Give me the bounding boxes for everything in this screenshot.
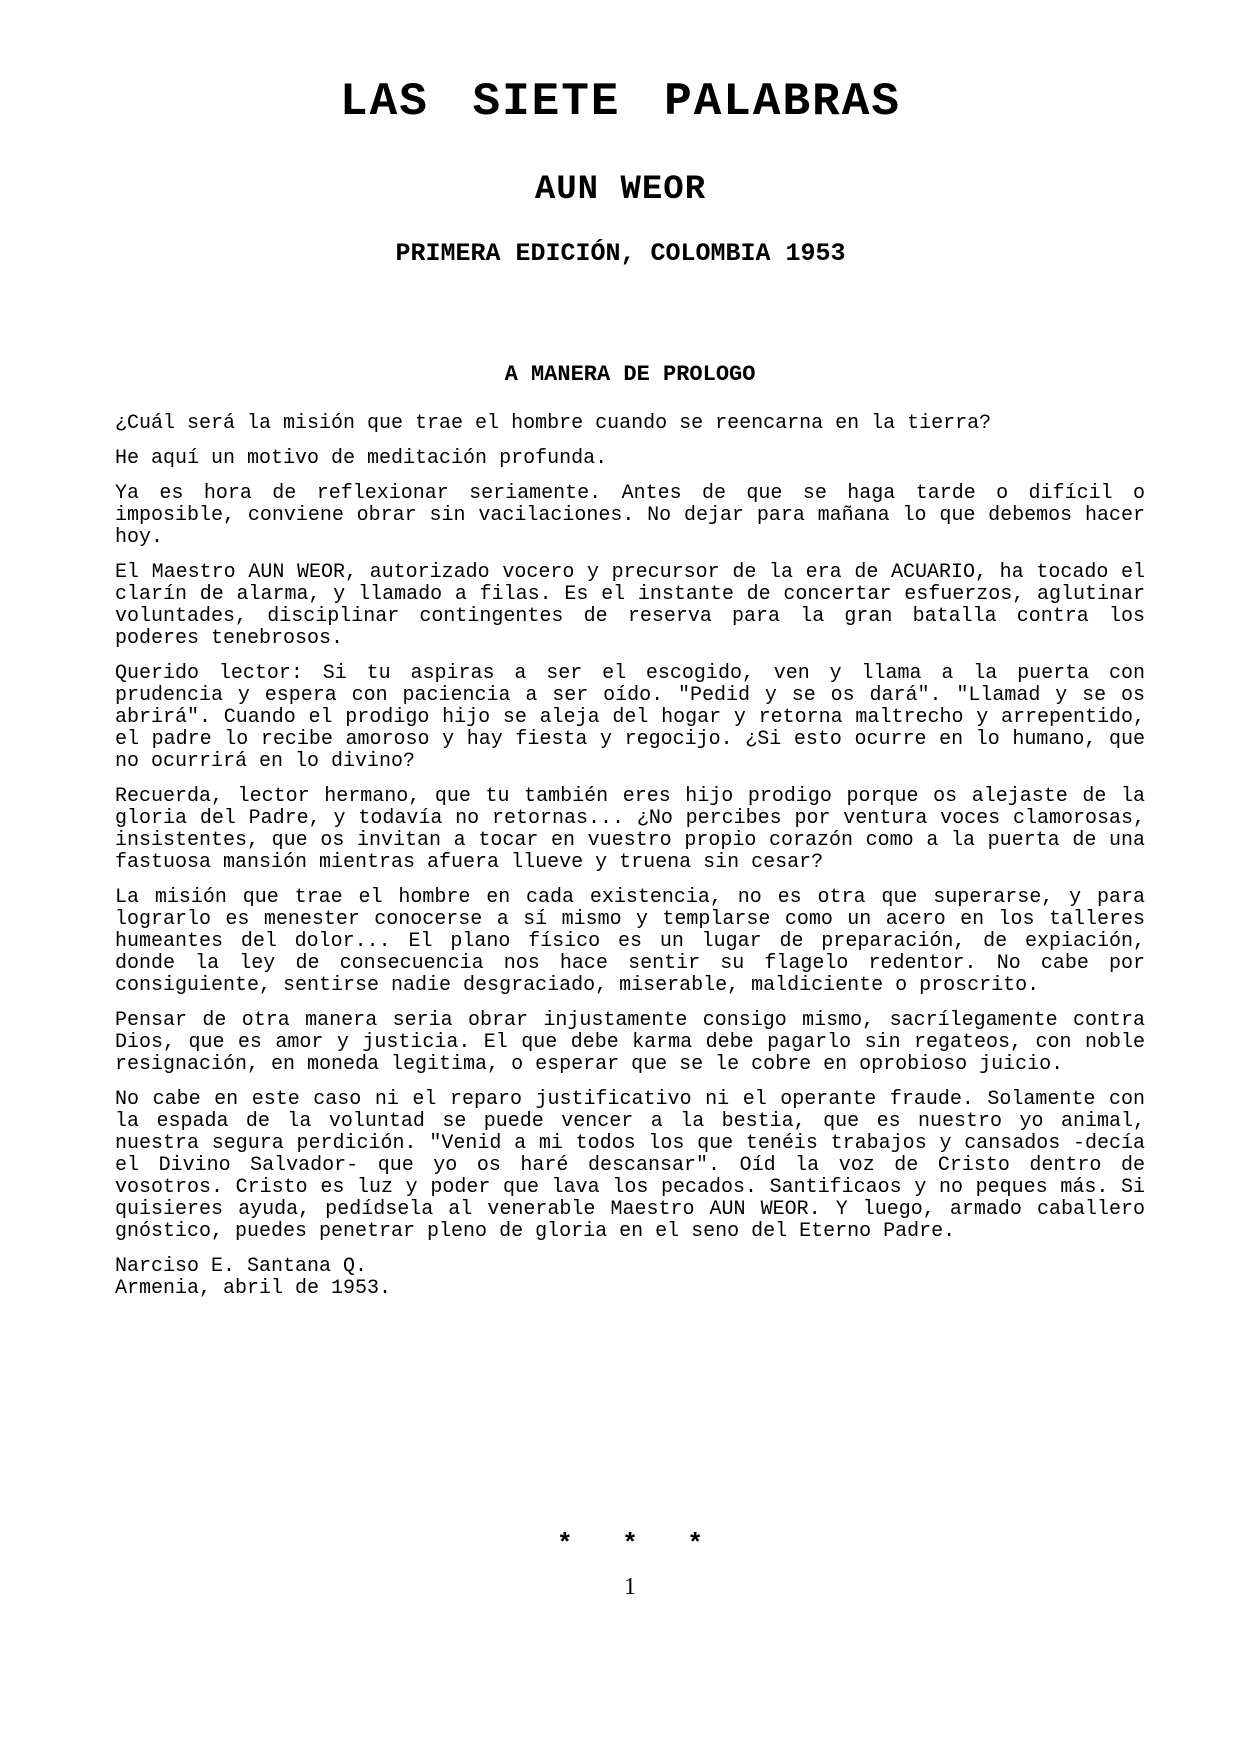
paragraph: He aquí un motivo de meditación profunda. [115,447,608,470]
paragraph: La misión que trae el hombre en cada existencia, no es otra que superarse, y para lograrlo es menester conocerse a sí mismo y templarse como un acero en los talleres humeantes del dolor... El plano físico es un lugar de preparación, de expiación, donde la ley de consecuencia nos hace sentir su flagelo redentor. No cabe por consiguiente, sentirse nadie desgraciado, miserable, maldiciente o proscrito. [115,886,1145,997]
section-separator: * * * [556,1529,703,1559]
page-number: 1 [624,1574,636,1600]
body-copy [115,413,1145,1300]
text-block [115,363,1145,1600]
paragraph: El Maestro AUN WEOR, autorizado vocero y precursor de la era de ACUARIO, ha tocado el clarín de alarma, y llamado a filas. Es el instante de concertar esfuerzos, aglutinar voluntades, disciplinar contingentes de reserva para la gran batalla contra los poderes tenebrosos. [115,561,1145,650]
signature-name: Narciso E. Santana Q. [115,1255,368,1278]
author-name: AUN WEOR [534,171,707,209]
signature-place-date: Armenia, abril de 1953. [115,1277,392,1300]
signature-block [115,1256,1145,1300]
paragraph: Recuerda, lector hermano, que tu también eres hijo prodigo porque os alejaste de la gloria del Padre, y todavía no retornas... ¿No percibes por ventura voces clamorosas, insistentes, que os invitan a tocar en vuestro propio corazón como a la puerta de una fastuosa mansión mientras afuera llueve y truena sin cesar? [115,785,1145,874]
paragraph: Ya es hora de reflexionar seriamente. Antes de que se haga tarde o difícil o imposible, conviene obrar sin vacilaciones. No dejar para mañana lo que debemos hacer hoy. [115,482,1145,549]
paragraph: ¿Cuál será la misión que trae el hombre cuando se reencarna en la tierra? [115,412,992,435]
edition-line: PRIMERA EDICIÓN, COLOMBIA 1953 [395,239,846,268]
paragraph: Pensar de otra manera seria obrar injustamente consigo mismo, sacrílegamente contra Dios, que es amor y justicia. El que debe karma debe pagarlo sin regateos, con noble resignación, en moneda legitima, o esperar que se le cobre en oprobioso juicio. [115,1009,1145,1076]
paragraph: No cabe en este caso ni el reparo justificativo ni el operante fraude. Solamente con la espada de la voluntad se puede vencer a la bestia, que es nuestro yo animal, nuestra segura perdición. "Venid a mi todos los que tenéis trabajos y cansados -decía el Divino Salvador- que yo os haré descansar". Oíd la voz de Cristo dentro de vosotros. Cristo es luz y poder que lava los pecados. Santificaos y no peques más. Si quisieres ayuda, pedídsela al venerable Maestro AUN WEOR. Y luego, armado caballero gnóstico, puedes penetrar pleno de gloria en el seno del Eterno Padre. [115,1088,1145,1243]
page-title: LAS SIETE PALABRAS [340,76,901,128]
paragraph: Querido lector: Si tu aspiras a ser el escogido, ven y llama a la puerta con prudencia y espera con paciencia a ser oído. "Pedid y se os dará". "Llamad y se os abrirá". Cuando el prodigo hijo se aleja del hogar y retorna maltrecho y arrepentido, el padre lo recibe amoroso y hay fiesta y regocijo. ¿Si esto ocurre en lo humano, que no ocurrirá en lo divino? [115,662,1145,773]
section-heading: A MANERA DE PROLOGO [504,362,756,387]
